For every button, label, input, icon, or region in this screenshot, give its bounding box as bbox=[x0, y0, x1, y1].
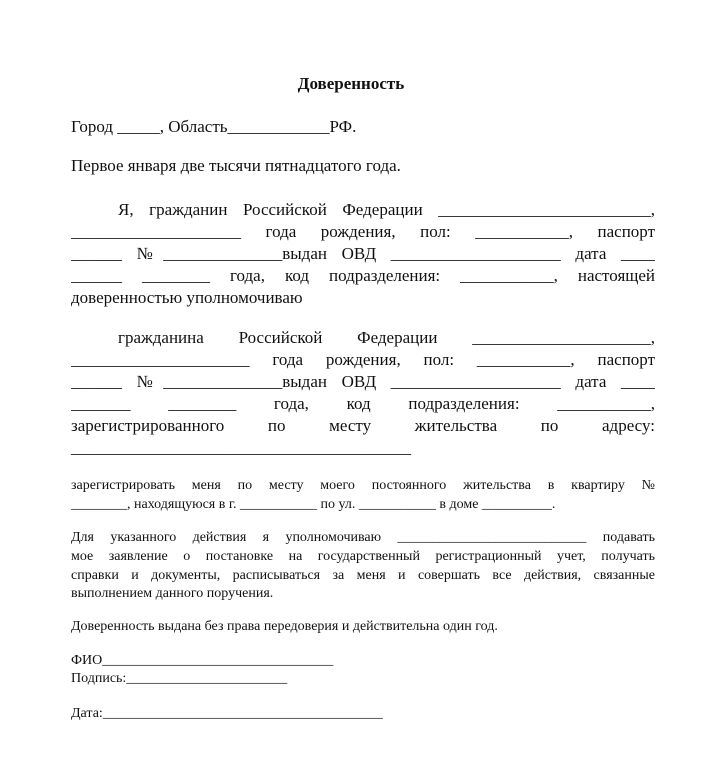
principal-line-1: Я, гражданин Российской Федерации _________________________, bbox=[118, 200, 655, 219]
purpose-line-1: зарегистрировать меня по месту моего постоянного жительства в квартиру № bbox=[71, 478, 655, 493]
agent-line-5: зарегистрированного по месту жительства по адресу: bbox=[71, 416, 655, 435]
document-title: Доверенность bbox=[297, 74, 405, 93]
purpose-line-2: ________, находящуюся в г. ___________ по ул. ___________ в доме __________. bbox=[71, 497, 556, 512]
city-line: Город _____, Область____________РФ. bbox=[71, 117, 357, 136]
signature-field: Подпись:_______________________ bbox=[71, 671, 288, 686]
action-line-2: мое заявление о постановке на государственный регистрационный учет, получать bbox=[71, 549, 655, 564]
agent-line-6: ________________________________________ bbox=[71, 438, 411, 457]
agent-line-1: гражданина Российской Федерации _____________________, bbox=[118, 328, 655, 347]
principal-line-5: доверенностью уполномочиваю bbox=[71, 288, 303, 307]
date-field: Дата:________________________________________ bbox=[71, 706, 383, 721]
date-line: Первое января две тысячи пятнадцатого года. bbox=[71, 156, 401, 175]
action-line-4: выполнением данного поручения. bbox=[71, 586, 274, 601]
principal-line-2: ____________________ года рождения, пол: ___________, паспорт bbox=[71, 222, 655, 241]
agent-line-2: _____________________ года рождения, пол: ___________, паспорт bbox=[71, 350, 655, 369]
agent-line-4: _______ ________ года, код подразделения: ___________, bbox=[71, 394, 655, 413]
agent-line-3: ______ №______________выдан ОВД ____________________ дата ____ bbox=[71, 372, 655, 391]
principal-line-3: ______ №______________выдан ОВД ____________________ дата ____ bbox=[71, 244, 655, 263]
fio-field: ФИО_________________________________ bbox=[71, 653, 334, 668]
action-line-1: Для указанного действия я уполномочиваю ___________________________ подавать bbox=[71, 530, 655, 545]
action-line-3: справки и документы, расписываться за меня и совершать все действия, связанные bbox=[71, 568, 655, 583]
principal-line-4: ______ ________ года, код подразделения: ___________, настоящей bbox=[71, 266, 655, 285]
validity-line: Доверенность выдана без права передоверия и действительна один год. bbox=[71, 619, 498, 634]
